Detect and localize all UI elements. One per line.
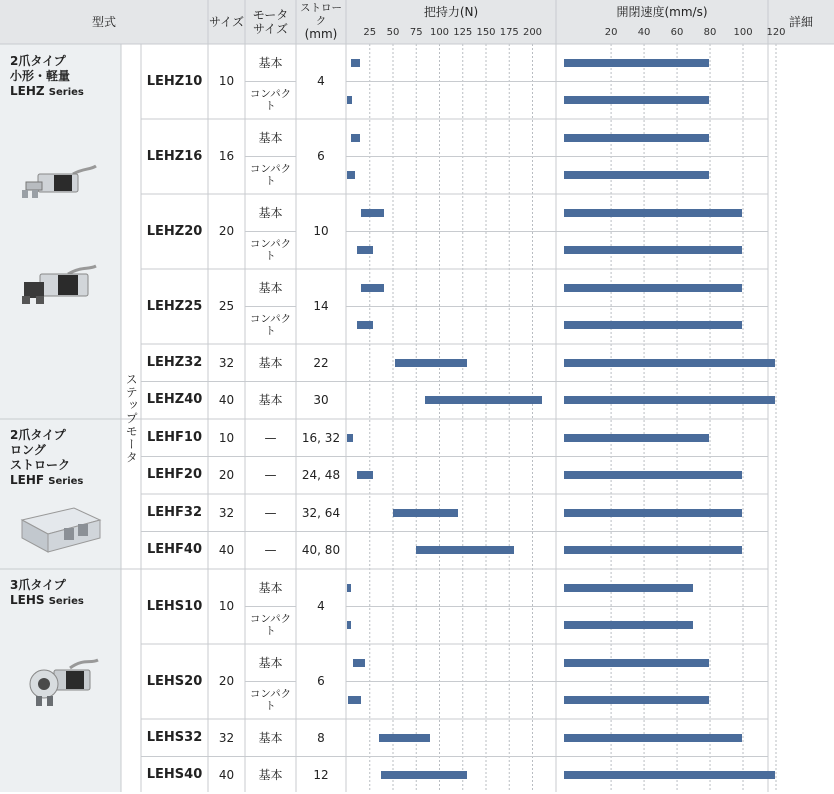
speed-bar bbox=[564, 209, 742, 217]
group-lehz-code: LEHZ bbox=[10, 84, 45, 98]
speed-bar bbox=[564, 771, 775, 779]
force-tick-label: 150 bbox=[476, 27, 495, 38]
group-label-lehs bbox=[10, 578, 84, 609]
model-size: 40 bbox=[208, 532, 245, 570]
force-bar bbox=[395, 359, 468, 367]
model-size: 20 bbox=[208, 194, 245, 269]
group-label-lehf bbox=[10, 428, 83, 489]
header-model-type: 型式 bbox=[0, 0, 208, 44]
group-lehz-series: Series bbox=[49, 87, 84, 98]
model-stroke: 40, 80 bbox=[296, 532, 346, 570]
force-tick-label: 75 bbox=[410, 27, 423, 38]
motor-size-value: コンパクト bbox=[245, 682, 296, 720]
model-size: 20 bbox=[208, 644, 245, 719]
speed-tick-label: 40 bbox=[638, 27, 651, 38]
model-stroke: 6 bbox=[296, 119, 346, 194]
motor-size-value: 基本 bbox=[245, 269, 296, 307]
speed-bar bbox=[564, 359, 775, 367]
model-name: LEHF10 bbox=[141, 419, 208, 457]
force-tick-label: 50 bbox=[387, 27, 400, 38]
header-force: 把持力(N) bbox=[346, 2, 556, 22]
model-name: LEHS32 bbox=[141, 719, 208, 757]
header-size: サイズ bbox=[208, 0, 245, 44]
group-lehf-line1: 2爪タイプ bbox=[10, 428, 83, 443]
speed-tick-label: 80 bbox=[704, 27, 717, 38]
speed-bar bbox=[564, 134, 709, 142]
model-stroke: 22 bbox=[296, 344, 346, 382]
group-lehs-series: Series bbox=[49, 596, 84, 607]
model-name: LEHZ10 bbox=[141, 44, 208, 119]
group-lehf-line2: ロング bbox=[10, 443, 83, 458]
model-stroke: 24, 48 bbox=[296, 457, 346, 495]
header-speed: 開閉速度(mm/s) bbox=[556, 2, 768, 22]
motor-size-value: 基本 bbox=[245, 569, 296, 607]
speed-bar bbox=[564, 546, 742, 554]
force-tick-label: 175 bbox=[500, 27, 519, 38]
motor-size-value: コンパクト bbox=[245, 82, 296, 120]
model-stroke: 4 bbox=[296, 44, 346, 119]
speed-bar bbox=[564, 471, 742, 479]
model-name: LEHZ40 bbox=[141, 382, 208, 420]
header-stroke-line2: (mm) bbox=[305, 27, 338, 41]
header-stroke-line1: ストローク bbox=[296, 2, 346, 27]
motor-type-cell bbox=[121, 44, 141, 792]
force-tick-label: 25 bbox=[363, 27, 376, 38]
speed-bar bbox=[564, 696, 709, 704]
model-stroke: 30 bbox=[296, 382, 346, 420]
group-lehf-code: LEHF bbox=[10, 473, 44, 487]
model-name: LEHS20 bbox=[141, 644, 208, 719]
model-size: 32 bbox=[208, 719, 245, 757]
motor-size-value: — bbox=[245, 532, 296, 570]
speed-bar bbox=[564, 96, 709, 104]
speed-bar bbox=[564, 621, 693, 629]
lehf-gripper-image bbox=[16, 494, 102, 558]
force-tick-label: 100 bbox=[430, 27, 449, 38]
motor-size-value: — bbox=[245, 457, 296, 495]
speed-tick-label: 120 bbox=[766, 27, 785, 38]
force-bar bbox=[347, 621, 351, 629]
model-stroke: 32, 64 bbox=[296, 494, 346, 532]
model-name: LEHF32 bbox=[141, 494, 208, 532]
header-stroke bbox=[296, 0, 346, 44]
motor-size-value: コンパクト bbox=[245, 307, 296, 345]
group-lehz-line1: 2爪タイプ bbox=[10, 54, 84, 69]
motor-size-value: 基本 bbox=[245, 757, 296, 794]
model-size: 10 bbox=[208, 419, 245, 457]
force-bar bbox=[347, 434, 354, 442]
model-stroke: 6 bbox=[296, 644, 346, 719]
group-label-lehz bbox=[10, 54, 84, 100]
model-stroke: 4 bbox=[296, 569, 346, 644]
lehs-gripper-image bbox=[20, 654, 100, 710]
model-stroke: 16, 32 bbox=[296, 419, 346, 457]
speed-bar bbox=[564, 59, 709, 67]
motor-size-value: 基本 bbox=[245, 382, 296, 420]
model-size: 25 bbox=[208, 269, 245, 344]
lehz-gripper-image bbox=[18, 160, 98, 210]
force-tick-label: 125 bbox=[453, 27, 472, 38]
force-bar bbox=[425, 396, 542, 404]
header-motor-size bbox=[245, 0, 296, 44]
force-bar bbox=[381, 771, 467, 779]
model-size: 32 bbox=[208, 344, 245, 382]
force-tick-label: 200 bbox=[523, 27, 542, 38]
speed-bar bbox=[564, 434, 709, 442]
model-name: LEHF20 bbox=[141, 457, 208, 495]
model-name: LEHZ16 bbox=[141, 119, 208, 194]
force-bar bbox=[393, 509, 458, 517]
force-bar bbox=[357, 471, 373, 479]
motor-size-value: 基本 bbox=[245, 719, 296, 757]
model-size: 10 bbox=[208, 569, 245, 644]
group-lehf-series: Series bbox=[48, 476, 83, 487]
group-lehz-line2: 小形・軽量 bbox=[10, 69, 84, 84]
speed-bar bbox=[564, 584, 693, 592]
group-lehs-code: LEHS bbox=[10, 593, 45, 607]
motor-size-value: 基本 bbox=[245, 644, 296, 682]
model-name: LEHZ20 bbox=[141, 194, 208, 269]
speed-bar bbox=[564, 509, 742, 517]
model-name: LEHZ25 bbox=[141, 269, 208, 344]
lehz-large-gripper-image bbox=[18, 262, 98, 312]
model-stroke: 10 bbox=[296, 194, 346, 269]
speed-bar bbox=[564, 171, 709, 179]
model-size: 10 bbox=[208, 44, 245, 119]
force-bar bbox=[351, 59, 359, 67]
force-bar bbox=[361, 284, 383, 292]
model-name: LEHF40 bbox=[141, 532, 208, 570]
header-motor-line2: サイズ bbox=[253, 22, 288, 36]
speed-bar bbox=[564, 659, 709, 667]
force-bar bbox=[361, 209, 383, 217]
model-size: 40 bbox=[208, 757, 245, 794]
motor-size-value: — bbox=[245, 494, 296, 532]
motor-size-value: 基本 bbox=[245, 194, 296, 232]
force-bar bbox=[379, 734, 430, 742]
model-stroke: 14 bbox=[296, 269, 346, 344]
force-bar bbox=[416, 546, 514, 554]
group-lehs-line1: 3爪タイプ bbox=[10, 578, 84, 593]
speed-bar bbox=[564, 734, 742, 742]
motor-size-value: 基本 bbox=[245, 344, 296, 382]
force-bar bbox=[347, 96, 353, 104]
force-bar bbox=[347, 584, 351, 592]
speed-tick-label: 100 bbox=[733, 27, 752, 38]
model-size: 40 bbox=[208, 382, 245, 420]
model-size: 16 bbox=[208, 119, 245, 194]
model-stroke: 12 bbox=[296, 757, 346, 794]
model-size: 32 bbox=[208, 494, 245, 532]
speed-bar bbox=[564, 321, 742, 329]
motor-size-value: コンパクト bbox=[245, 232, 296, 270]
force-bar bbox=[347, 171, 355, 179]
force-bar bbox=[353, 659, 365, 667]
motor-size-value: 基本 bbox=[245, 119, 296, 157]
speed-bar bbox=[564, 246, 742, 254]
motor-type-label: ステップモータ bbox=[124, 373, 138, 464]
model-name: LEHZ32 bbox=[141, 344, 208, 382]
group-lehf-line3: ストローク bbox=[10, 458, 83, 473]
model-name: LEHS10 bbox=[141, 569, 208, 644]
motor-size-value: コンパクト bbox=[245, 157, 296, 195]
motor-size-value: 基本 bbox=[245, 44, 296, 82]
header-details: 詳細 bbox=[768, 0, 834, 44]
force-bar bbox=[357, 321, 373, 329]
motor-size-value: — bbox=[245, 419, 296, 457]
speed-bar bbox=[564, 284, 742, 292]
speed-bar bbox=[564, 396, 775, 404]
force-bar bbox=[357, 246, 373, 254]
model-size: 20 bbox=[208, 457, 245, 495]
speed-tick-label: 20 bbox=[605, 27, 618, 38]
model-stroke: 8 bbox=[296, 719, 346, 757]
model-name: LEHS40 bbox=[141, 757, 208, 794]
header-motor-line1: モータ bbox=[253, 8, 289, 22]
speed-tick-label: 60 bbox=[671, 27, 684, 38]
force-bar bbox=[348, 696, 361, 704]
force-bar bbox=[351, 134, 359, 142]
motor-size-value: コンパクト bbox=[245, 607, 296, 645]
